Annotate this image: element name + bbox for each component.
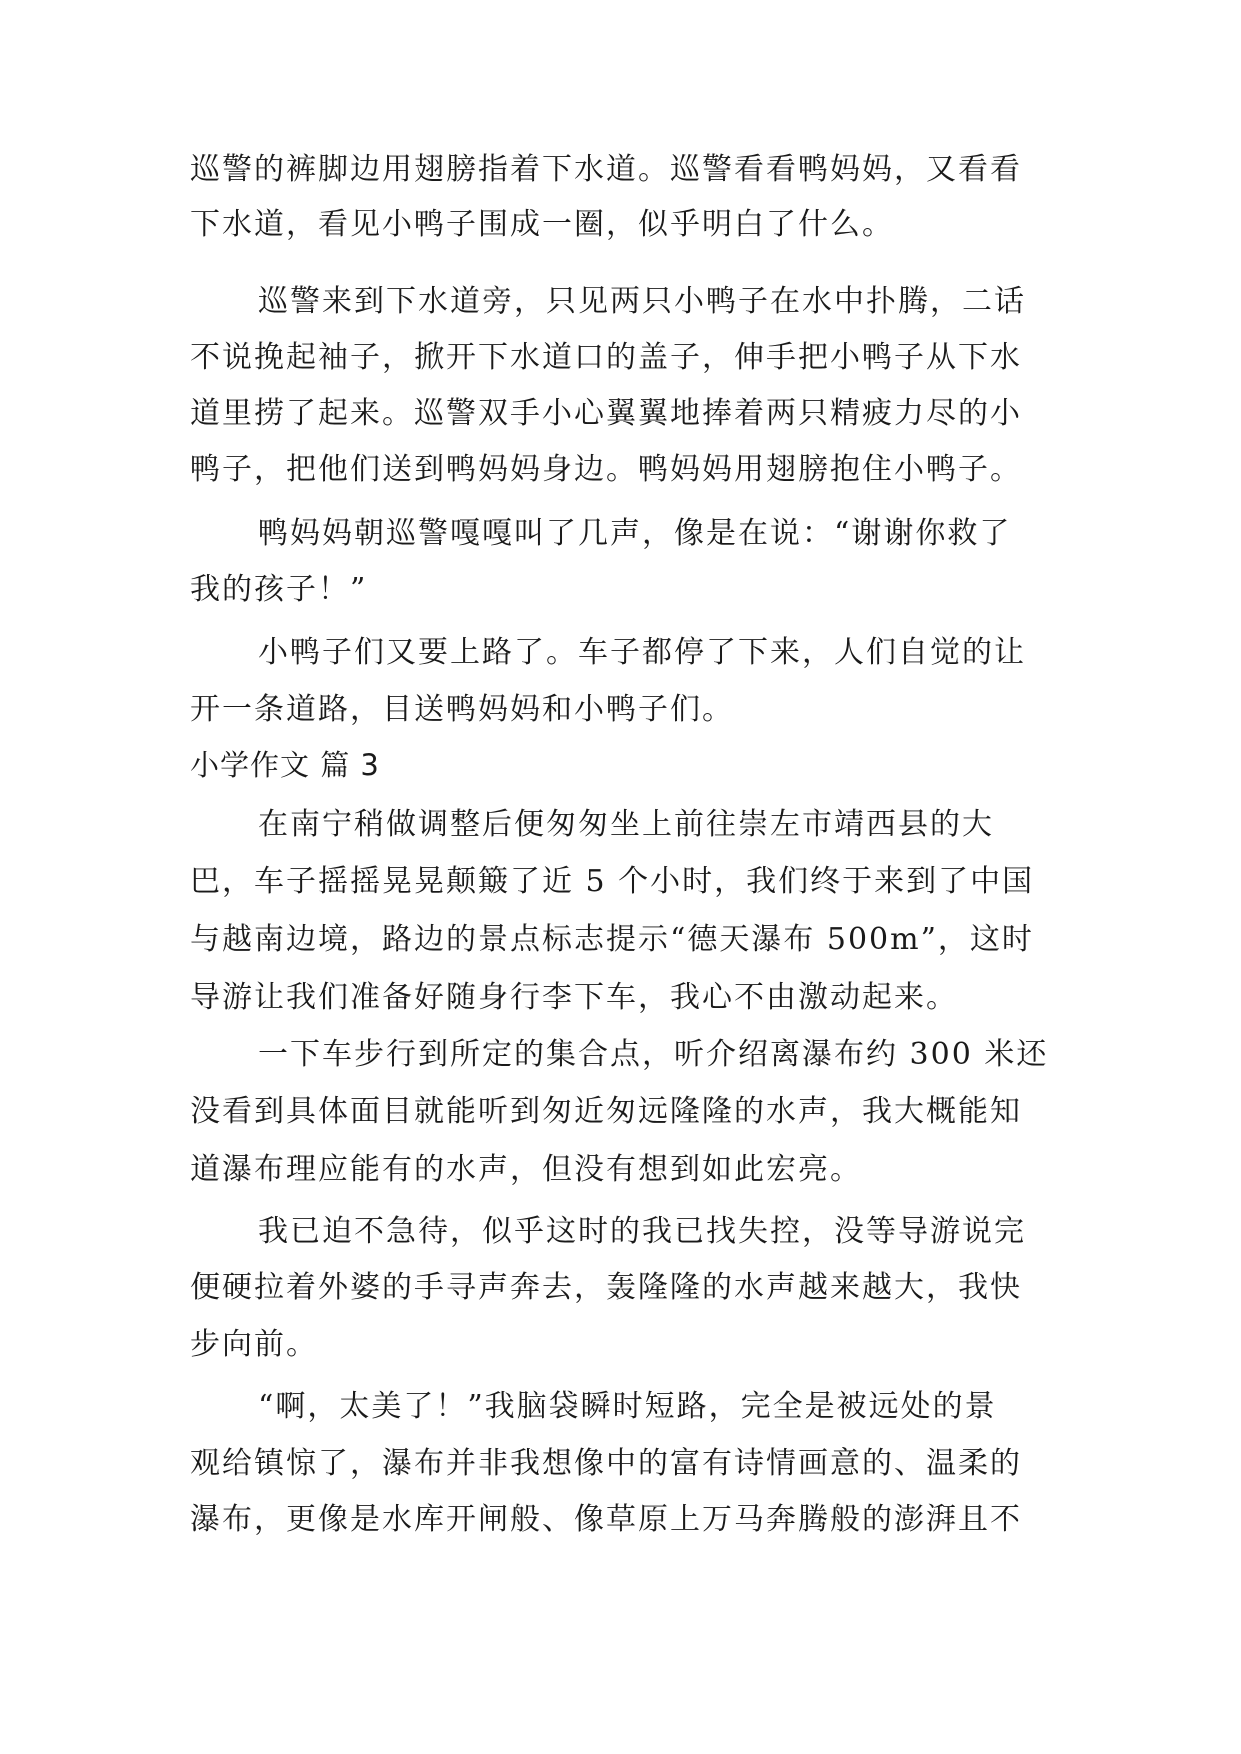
text-line: 我的孩子！”	[190, 572, 368, 607]
text-line: 瀑布，更像是水库开闸般、像草原上万马奔腾般的澎湃且不	[190, 1502, 1022, 1537]
text-line: 观给镇惊了，瀑布并非我想像中的富有诗情画意的、温柔的	[190, 1446, 1022, 1481]
text-line: 小鸭子们又要上路了。车子都停了下来，人们自觉的让	[258, 635, 1026, 670]
text-line: 巡警来到下水道旁，只见两只小鸭子在水中扑腾，二话	[258, 284, 1026, 319]
text-line: 道瀑布理应能有的水声，但没有想到如此宏亮。	[190, 1152, 862, 1187]
text-line: 道里捞了起来。巡警双手小心翼翼地捧着两只精疲力尽的小	[190, 396, 1022, 431]
text-line: 鸭妈妈朝巡警嘎嘎叫了几声，像是在说：“谢谢你救了	[258, 516, 1012, 551]
text-line: 巡警的裤脚边用翅膀指着下水道。巡警看看鸭妈妈，又看看	[190, 152, 1022, 187]
text-line: 鸭子，把他们送到鸭妈妈身边。鸭妈妈用翅膀抱住小鸭子。	[190, 452, 1022, 487]
text-line: 便硬拉着外婆的手寻声奔去，轰隆隆的水声越来越大，我快	[190, 1270, 1022, 1305]
text-line: 步向前。	[190, 1327, 318, 1362]
text-line: 开一条道路，目送鸭妈妈和小鸭子们。	[190, 692, 734, 727]
text-line: 我已迫不急待，似乎这时的我已找失控，没等导游说完	[258, 1214, 1026, 1249]
text-line: 导游让我们准备好随身行李下车，我心不由激动起来。	[190, 980, 958, 1015]
text-line: 没看到具体面目就能听到匆近匆远隆隆的水声，我大概能知	[190, 1094, 1022, 1129]
text-line: 下水道，看见小鸭子围成一圈，似乎明白了什么。	[190, 207, 894, 242]
text-line: 与越南边境，路边的景点标志提示“德天瀑布 500m”，这时	[190, 922, 1034, 957]
text-line: 巴，车子摇摇晃晃颠簸了近 5 个小时，我们终于来到了中国	[190, 864, 1035, 899]
text-line: “啊，太美了！”我脑袋瞬时短路，完全是被远处的景	[258, 1389, 997, 1424]
text-line: 一下车步行到所定的集合点，听介绍离瀑布约 300 米还	[258, 1037, 1049, 1072]
text-line: 在南宁稍做调整后便匆匆坐上前往崇左市靖西县的大	[258, 807, 994, 842]
text-line: 不说挽起袖子，掀开下水道口的盖子，伸手把小鸭子从下水	[190, 340, 1022, 375]
section-heading: 小学作文 篇 3	[190, 748, 380, 782]
